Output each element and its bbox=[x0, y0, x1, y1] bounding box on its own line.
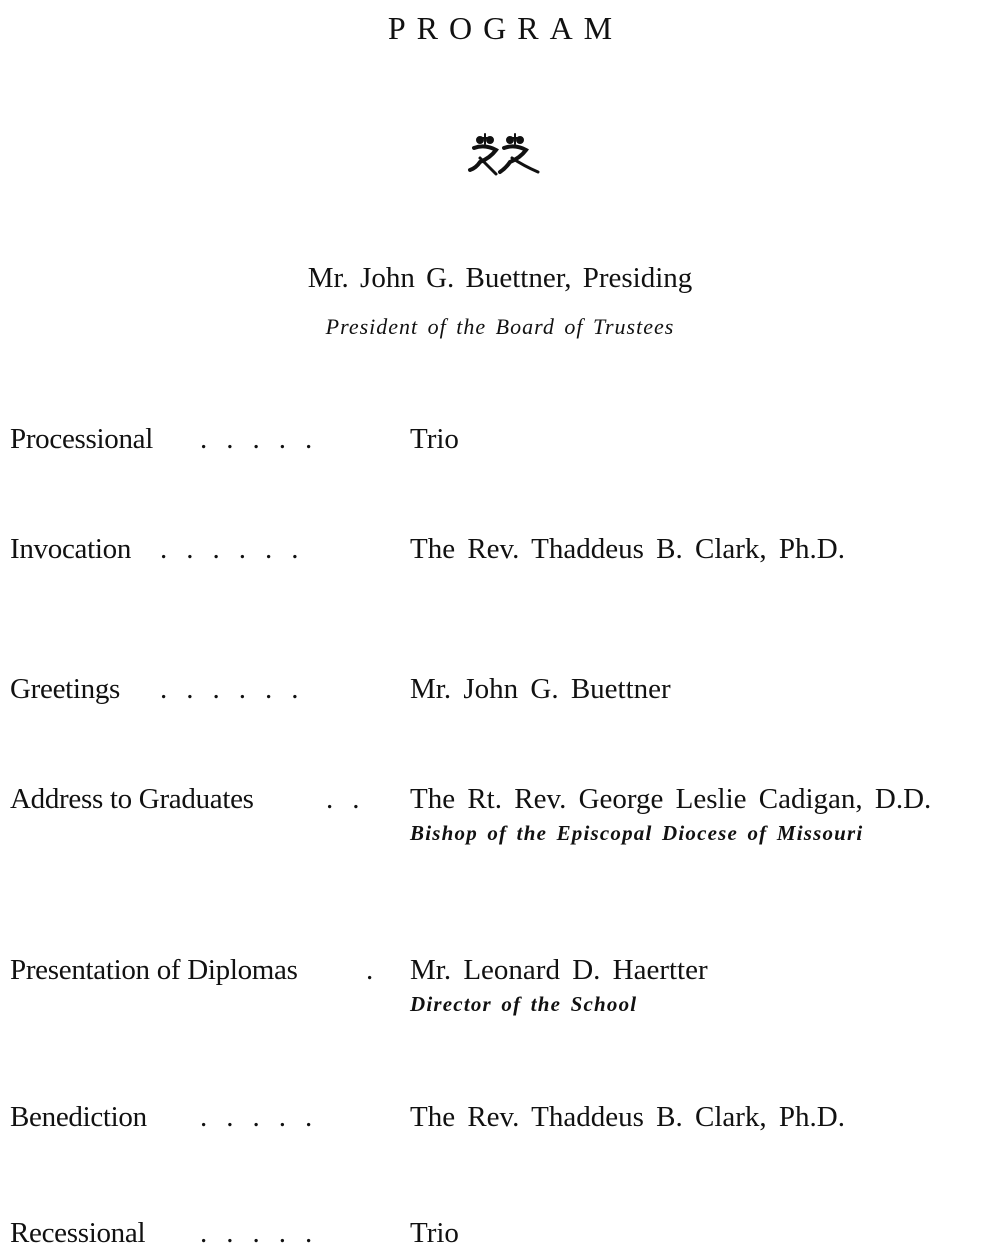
program-item-label: Recessional bbox=[10, 1217, 146, 1249]
program-item-participant: Mr. Leonard D. Haertter bbox=[410, 954, 708, 986]
program-item-participant-role: Bishop of the Episcopal Diocese of Missouri bbox=[410, 821, 864, 845]
program-item-recessional bbox=[0, 1217, 1000, 1255]
program-item-address bbox=[0, 783, 1000, 853]
program-item-greetings bbox=[0, 673, 1000, 743]
program-item-participant: The Rt. Rev. George Leslie Cadigan, D.D. bbox=[410, 783, 932, 815]
program-item-label: Greetings bbox=[10, 673, 121, 705]
program-item-participant: The Rev. Thaddeus B. Clark, Ph.D. bbox=[410, 533, 845, 565]
leader-dots: .. bbox=[326, 783, 379, 815]
leader-dots: ..... bbox=[200, 1217, 332, 1249]
program-item-label: Processional bbox=[10, 423, 153, 455]
leader-dots: . bbox=[366, 954, 393, 986]
leader-dots: ..... bbox=[200, 423, 332, 455]
ornament-icon bbox=[466, 132, 542, 178]
program-item-label: Address to Graduates bbox=[10, 783, 254, 815]
presiding-officer-role: President of the Board of Trustees bbox=[325, 314, 675, 339]
program-item-processional bbox=[0, 423, 1000, 493]
program-item-participant-role: Director of the School bbox=[410, 992, 638, 1016]
program-item-participant: Trio bbox=[410, 1217, 459, 1249]
program-item-label: Benediction bbox=[10, 1101, 147, 1133]
page-title: PROGRAM bbox=[387, 10, 624, 46]
program-item-participant: The Rev. Thaddeus B. Clark, Ph.D. bbox=[410, 1101, 845, 1133]
program-item-label: Presentation of Diplomas bbox=[10, 954, 298, 986]
program-item-label: Invocation bbox=[10, 533, 132, 565]
program-item-invocation bbox=[0, 533, 1000, 603]
leader-dots: ...... bbox=[160, 533, 318, 565]
leader-dots: ...... bbox=[160, 673, 318, 705]
program-item-benediction bbox=[0, 1101, 1000, 1171]
presiding-officer: Mr. John G. Buettner, Presiding bbox=[307, 262, 693, 294]
program-item-participant: Mr. John G. Buettner bbox=[410, 673, 671, 705]
program-item-diplomas bbox=[0, 954, 1000, 1024]
program-item-participant: Trio bbox=[410, 423, 459, 455]
leader-dots: ..... bbox=[200, 1101, 332, 1133]
